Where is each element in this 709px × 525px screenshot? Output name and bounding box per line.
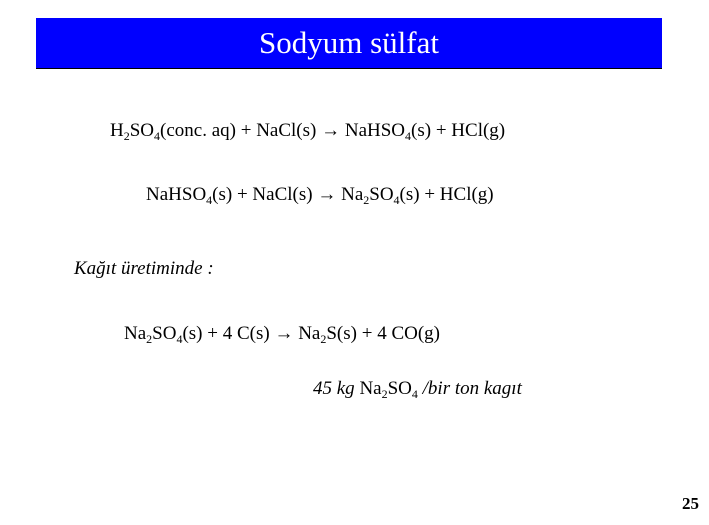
section-heading: Kağıt üretiminde :: [74, 258, 214, 279]
eq2-part: NaHSO: [146, 184, 207, 205]
eq3-subscript: 2: [146, 332, 153, 346]
eq3-part: S(s) + 4 CO(g): [326, 323, 440, 344]
reaction-arrow: →: [321, 120, 341, 141]
eq2-part: Na: [336, 184, 364, 205]
eq3-subscript: 2: [320, 332, 327, 346]
eq1-part: (conc. aq) + NaCl(s): [160, 120, 322, 141]
eq2-subscript: 2: [363, 193, 370, 207]
eq2-subscript: 4: [206, 193, 213, 207]
eq1-part: H: [110, 120, 124, 141]
usage-note: [313, 377, 522, 401]
eq1-subscript: 2: [123, 129, 130, 143]
eq2-part: (s) + HCl(g): [399, 184, 494, 205]
eq1-part: (s) + HCl(g): [411, 120, 506, 141]
note-part: Na: [359, 378, 382, 399]
eq2-part: (s) + NaCl(s): [212, 184, 318, 205]
eq1-part: NaHSO: [340, 120, 406, 141]
eq2-subscript: 4: [393, 193, 400, 207]
eq3-part: (s) + 4 C(s): [182, 323, 275, 344]
equation-2: [146, 183, 494, 207]
eq1-subscript: 4: [405, 129, 412, 143]
eq1-subscript: 4: [154, 129, 161, 143]
title-bar: [36, 18, 662, 69]
equation-1: [110, 119, 505, 143]
reaction-arrow: →: [274, 323, 294, 344]
eq1-part: SO: [129, 120, 155, 141]
note-amount: 45 kg: [313, 378, 360, 399]
page-number: 25: [682, 494, 699, 513]
note-suffix: /bir ton kagıt: [417, 378, 522, 399]
eq3-part: SO: [152, 323, 177, 344]
slide-title: Sodyum sülfat: [259, 25, 439, 60]
reaction-arrow: →: [317, 184, 337, 205]
eq3-part: Na: [293, 323, 321, 344]
eq2-part: SO: [369, 184, 394, 205]
note-subscript: 4: [411, 387, 418, 401]
equation-3: [124, 322, 440, 346]
eq3-subscript: 4: [176, 332, 183, 346]
note-part: SO: [387, 378, 412, 399]
note-subscript: 2: [381, 387, 388, 401]
eq3-part: Na: [124, 323, 147, 344]
